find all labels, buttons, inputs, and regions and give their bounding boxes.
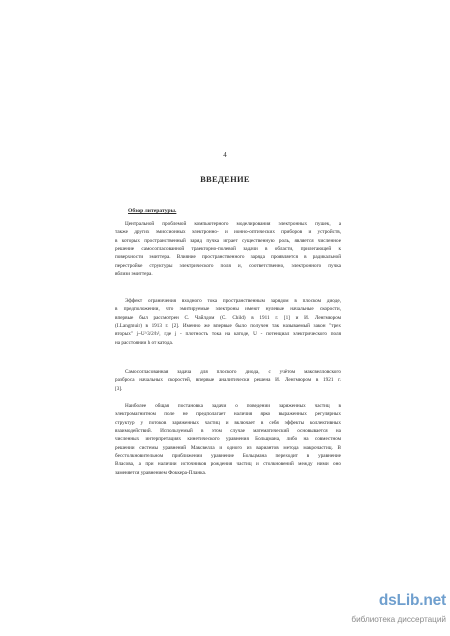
text-line: решении системы уравнений Максвелла и одного из вариантов метода макрочастиц. В [115,444,341,451]
text-line: Центральной проблемой компьютерного моделирования электронных пушек, а [125,221,341,227]
text-line: перестройке структуры электрического поля и, соответственно, электронного пучка [115,262,341,269]
text-line: Самосогласованная задача для плоского диода, с учётом максвелловского [125,369,341,375]
text-line: (I.Langmuir) в 1913 г. [2]. Именно же впервые было получен так называемый закон "трех [115,323,341,330]
text-line: взаимодействий. Используемый в этом случае математический основывается на [115,428,341,435]
text-line: структур у потоков заряженных частиц и включает в себя эффекты коллективных [115,419,341,426]
text-line: бесстолкновительном приближении уравнение Больцмана переходит в уравнение [115,453,341,460]
text-line: вблизи эмиттера. [115,271,153,278]
text-line: поверхности эмиттера. Влияние пространственного заряда проявляется в радикальной [115,254,341,261]
text-line: в которых пространственный заряд пучка играет существенную роль, является численное [115,237,341,244]
paragraph-general-formulation [115,402,341,477]
watermark-logo-tld: net [423,592,446,609]
watermark-logo-main: dsLib [378,592,420,609]
text-line: решение самосогласованной траекторно-полевой задачи в области, прилегающей к [115,246,341,253]
text-line: также других эмиссионных электронно- и ионно-оптических приборов и устройств, [115,229,341,236]
text-line: заменяется уравнением Фоккера-Планка. [115,469,207,476]
text-line: вторых" j~U^3/2/h², где j - плотность тока на катоде, U - потенциал электрического поля [115,331,341,338]
text-line: [3]. [115,385,123,392]
text-line: в предположении, что эмитируемые электроны имеют нулевые начальные скорости, [115,306,341,313]
watermark-logo-text [379,592,446,610]
text-line: Наиболее общая постановка задачи о поведении заряженных частиц в [125,403,341,409]
text-line: впервые был рассмотрен С. Чайлдом (С. Child) в 1911 г. [1] и И. Ленгмюром [115,314,341,321]
page-number: 4 [223,151,227,159]
text-line: Власова, а при наличии источников рождения частиц и столкновений между ними оно [115,461,341,468]
paragraph-maxwell-spread [115,368,341,393]
watermark-logo-dot: . [419,592,424,609]
paragraph-intro [115,220,341,278]
section-heading: Обзор литературы. [128,208,177,214]
watermark-subtitle: библиотека диссертаций [351,615,446,624]
text-line: Эффект ограничения входного тока пространственным зарядом в плоском диоде, [125,298,341,304]
text-line: на расстоянии h от катода. [115,339,174,346]
text-line: численных интерпретациях кинетического уравнения Больцмана, либо на совместном [115,436,341,443]
watermark-logo [351,592,446,632]
document-title: ВВЕДЕНИЕ [200,174,250,184]
paragraph-child-langmuir [115,297,341,347]
text-line: электромагнитном поле не предполагает наличия ярко выраженных регулярных [115,411,341,418]
text-line: разброса начальных скоростей, впервые аналитически решена И. Ленгмюром в 1921 г. [115,377,341,384]
